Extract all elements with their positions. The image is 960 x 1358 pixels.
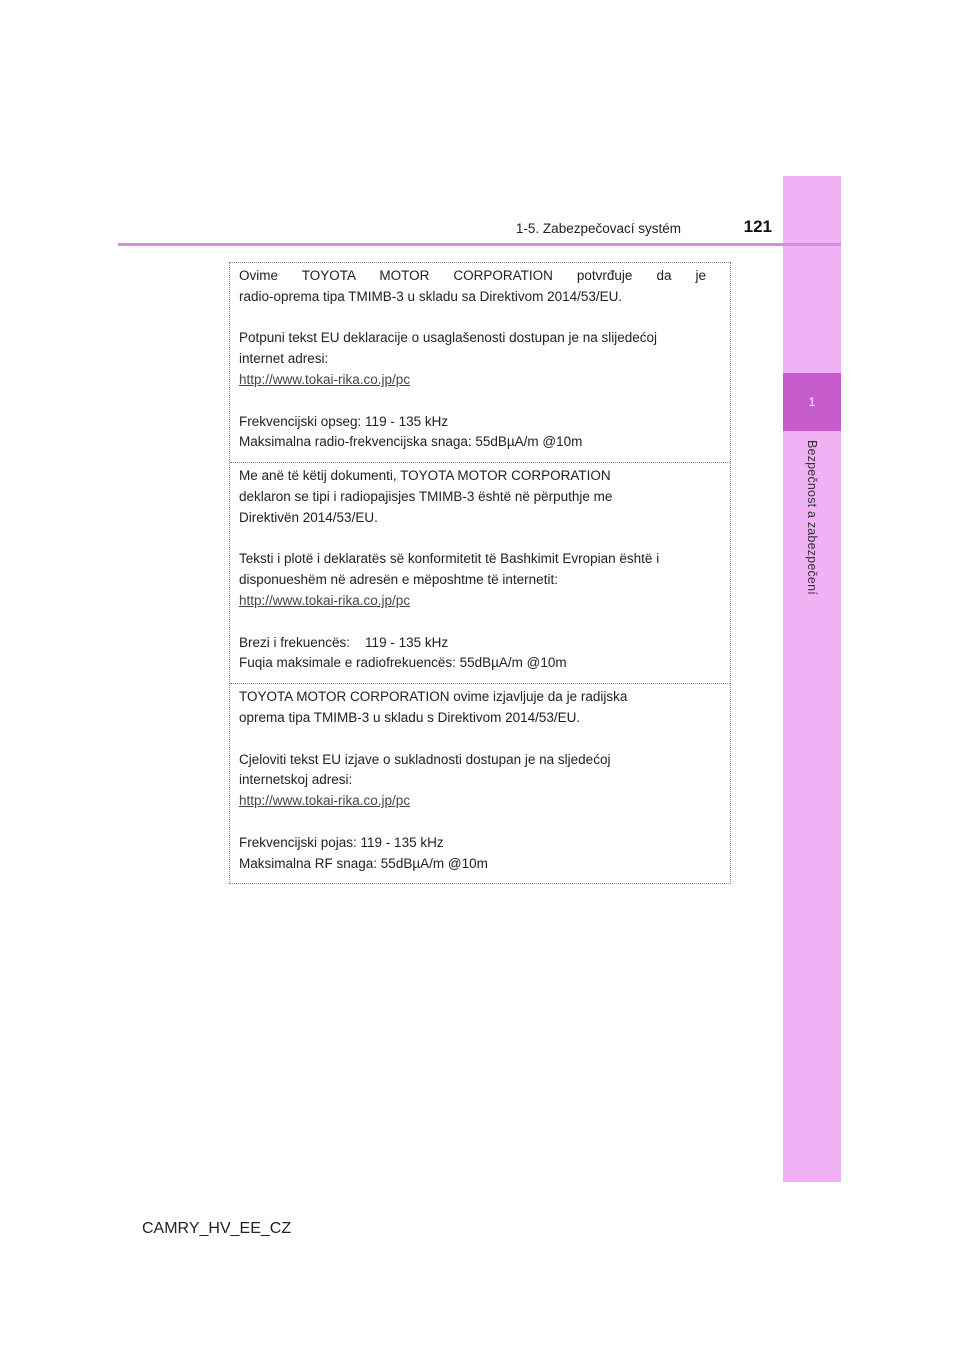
block-text-line: Potpuni tekst EU deklaracije o usaglašenosti dostupan je na slijedećoj — [239, 330, 658, 346]
block-text-line: Brezi i frekuencës: 119 - 135 kHz — [239, 634, 449, 650]
page-number: 121 — [743, 217, 772, 236]
block-text-line: internet adresi: — [239, 351, 329, 367]
block-text-line: radio-oprema tipa TMIMB-3 u skladu sa Direktivom 2014/53/EU. — [239, 288, 623, 304]
block-text-line: disponueshëm në adresën e mëposhtme të internetit: — [239, 572, 558, 588]
block-text-line: Teksti i plotë i deklaratës së konformitetit të Bashkimit Evropian është i — [239, 551, 660, 567]
block-text-line: TOYOTA MOTOR CORPORATION ovime izjavljuje da je radijska — [239, 689, 628, 705]
block-text-line: Ovime TOYOTA MOTOR CORPORATION potvrđuje da je — [239, 268, 706, 283]
chapter-title-tab — [783, 440, 841, 640]
document-code: CAMRY_HV_EE_CZ — [142, 1220, 292, 1237]
chapter-number-tab[interactable] — [783, 373, 841, 431]
declaration-link[interactable]: http://www.tokai-rika.co.jp/pc — [239, 371, 411, 387]
block-text-line: Me anë të këtij dokumenti, TOYOTA MOTOR CORPORATION — [239, 468, 611, 484]
declaration-box — [229, 262, 731, 884]
block-text-line: Direktivën 2014/53/EU. — [239, 509, 378, 525]
chapter-number: 1 — [808, 395, 816, 409]
block-text-line: Maksimalna RF snaga: 55dBµA/m @10m — [239, 855, 488, 871]
block-text-line: Fuqia maksimale e radiofrekuencës: 55dBµA/m @10m — [239, 655, 567, 671]
block-text-line: Maksimalna radio-frekvencijska snaga: 55dBµA/m @10m — [239, 434, 583, 450]
declaration-block-albanian — [230, 463, 730, 684]
declaration-link[interactable]: http://www.tokai-rika.co.jp/pc — [239, 592, 411, 608]
declaration-block-serbian — [230, 263, 730, 463]
block-text-line: Cjeloviti tekst EU izjave o sukladnosti dostupan je na sljedećoj — [239, 751, 611, 767]
chapter-title: Bezpečnost a zabezpečení — [805, 440, 819, 595]
declaration-block-croatian — [230, 684, 730, 883]
header-rule — [118, 243, 841, 246]
block-text-line: internetskoj adresi: — [239, 772, 353, 788]
chapter-side-tab — [783, 176, 841, 1182]
block-text-line: deklaron se tipi i radiopajisjes TMIMB-3 është në përputhje me — [239, 488, 613, 504]
block-text-line: Frekvencijski opseg: 119 - 135 kHz — [239, 413, 449, 429]
block-text-line: Frekvencijski pojas: 119 - 135 kHz — [239, 834, 444, 850]
block-text-line: oprema tipa TMIMB-3 u skladu s Direktivom 2014/53/EU. — [239, 709, 581, 725]
declaration-link[interactable]: http://www.tokai-rika.co.jp/pc — [239, 793, 411, 809]
section-title: 1-5. Zabezpečovací systém — [515, 221, 681, 236]
